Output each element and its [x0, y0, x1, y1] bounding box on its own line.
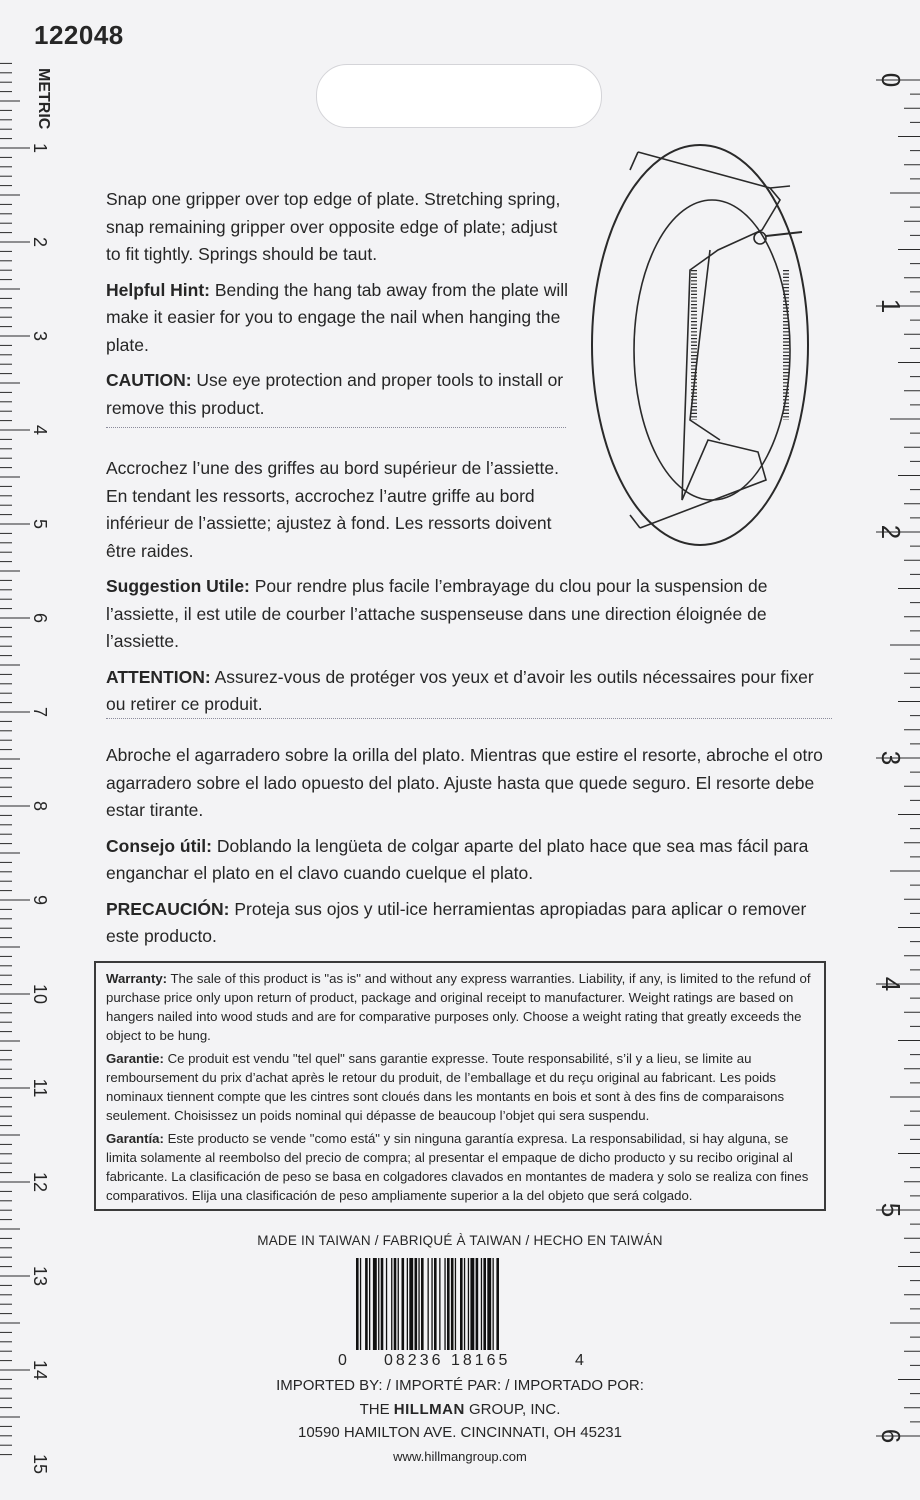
barcode-digit-right: 4 [575, 1352, 584, 1369]
french-instructions [106, 455, 834, 727]
metric-number: 6 [30, 612, 50, 624]
warranty-french [106, 1049, 814, 1125]
barcode-bar [493, 1258, 494, 1350]
warranty-english [106, 969, 814, 1045]
barcode-bar [434, 1258, 437, 1350]
barcode-bar [394, 1258, 397, 1350]
metric-number: 7 [30, 706, 50, 718]
barcode-bar [451, 1258, 454, 1350]
inch-number: 2 [876, 524, 906, 540]
spanish-caution-text: Proteja sus ojos y util-ice herramientas apropiadas para aplicar o remover este producto. [106, 898, 807, 946]
company-prefix: THE [359, 1401, 394, 1418]
sku-number: 122048 [34, 20, 124, 50]
spanish-instructions [106, 742, 834, 959]
inch-number: 0 [876, 72, 906, 88]
warranty-english-text: The sale of this product is "as is" and without any express warranties. Liability, if any, is limited to the refund of purchase price only upon return of product, package and original receipt to manufacturer. Weight ratings are based on hangers nailed into wood studs and are for comparative purposes only. Choose a weight rating that greatly exceeds the object to be hung. [106, 971, 811, 1043]
english-hint-label: Helpful Hint: [106, 279, 211, 300]
french-caution-text: Assurez-vous de protéger vos yeux et d’avoir les outils nécessaires pour fixer ou retirer ce produit. [106, 666, 814, 714]
barcode-bar [468, 1258, 469, 1350]
spanish-steps: Abroche el agarradero sobre la orilla del plato. Mientras que estire el resorte, abroche el otro agarradero sobre el lado opuesto del plato. Ajuste hasta que quede seguro. El resorte debe estar tirante. [106, 745, 823, 820]
warranty-english-label: Warranty: [106, 971, 168, 986]
company-suffix: GROUP, INC. [464, 1401, 561, 1418]
metric-number: 1 [30, 142, 50, 154]
barcode-bar [496, 1258, 499, 1350]
inch-number: 6 [876, 1428, 906, 1444]
barcode-bar [356, 1258, 359, 1350]
warranty-box [94, 961, 826, 1211]
barcode-bar [487, 1258, 491, 1350]
company-brand: HILLMAN [393, 1401, 465, 1418]
barcode-bar [444, 1258, 445, 1350]
inch-number: 3 [876, 750, 906, 766]
english-hint [106, 277, 576, 360]
metric-number: 4 [30, 424, 50, 436]
metric-number: 12 [30, 1171, 50, 1193]
barcode-digits: 08236 18165 [384, 1352, 511, 1369]
separator-2 [106, 718, 832, 719]
spanish-caution [106, 896, 834, 951]
barcode-bar [418, 1258, 419, 1350]
french-caution-label: ATTENTION: [106, 666, 211, 687]
barcode-bar [455, 1258, 456, 1350]
english-caution-label: CAUTION: [106, 370, 192, 390]
french-steps: Accrochez l’une des griffes au bord supérieur de l’assiette. En tendant les ressorts, accrochez l’autre griffe au bord inférieur de l’assiette; ajustez à fond. Les ressorts doivent être raides. [106, 458, 559, 561]
barcode-bar [431, 1258, 432, 1350]
barcode-bar [481, 1258, 482, 1350]
inch-number: 5 [876, 1202, 906, 1218]
english-caution [106, 367, 576, 422]
metric-number: 9 [30, 894, 50, 906]
french-caution [106, 664, 834, 719]
metric-number: 5 [30, 518, 50, 530]
warranty-spanish [106, 1129, 814, 1205]
barcode-bar [409, 1258, 413, 1350]
barcode-bar [373, 1258, 377, 1350]
barcode-bar [365, 1258, 368, 1350]
metric-number: 8 [30, 800, 50, 812]
french-hint-text: Pour rendre plus facile l’embrayage du clou pour la suspension de l’assiette, il est utile de courber l’attache suspenseuse dans une direction éloignée de l’assiette. [106, 576, 768, 651]
barcode-bar [447, 1258, 450, 1350]
barcode-bar [415, 1258, 418, 1350]
barcode-bar [398, 1258, 399, 1350]
barcode-bar [464, 1258, 465, 1350]
made-in-label: MADE IN TAIWAN / FABRIQUÉ À TAIWAN / HECHO EN TAIWÁN [257, 1233, 663, 1248]
barcode-bar [369, 1258, 370, 1350]
barcode-bar [470, 1258, 474, 1350]
barcode-bar [386, 1258, 387, 1350]
inch-ruler [860, 60, 920, 1500]
barcode-bar [421, 1258, 424, 1350]
spanish-hint-label: Consejo útil: [106, 835, 212, 856]
barcode-bar [391, 1258, 392, 1350]
barcode-bar [476, 1258, 479, 1350]
metric-number: 10 [30, 983, 50, 1005]
separator-1 [106, 427, 566, 428]
english-instructions [106, 186, 576, 430]
barcode-bar [360, 1258, 361, 1350]
metric-ruler [0, 60, 60, 1500]
barcode [356, 1258, 566, 1358]
metric-number: 2 [30, 236, 50, 248]
spanish-hint [106, 833, 834, 888]
warranty-spanish-text: Este producto se vende "como está" y sin ninguna garantía expresa. La responsabilidad, si hay alguna, se limita solamente al reembolso del precio de compra; al presentar el empaque de dicho producto y su recibo original al fabricante. La clasificación de peso se basa en colgadores clavados en montantes de madera y solo se realiza con fines comparativos. Elija una clasificación de peso ampliamente superior a la del objeto que será colgado. [106, 1131, 809, 1203]
barcode-bar [402, 1258, 405, 1350]
barcode-bar [483, 1258, 486, 1350]
inch-number: 4 [876, 976, 906, 992]
metric-number: 13 [30, 1265, 50, 1287]
inch-number: 1 [876, 298, 906, 314]
warranty-spanish-label: Garantía: [106, 1131, 164, 1146]
barcode-bar [381, 1258, 384, 1350]
english-caution-text: Use eye protection and proper tools to install or remove this product. [106, 370, 564, 418]
imported-by-label: IMPORTED BY: / IMPORTÉ PAR: / IMPORTADO POR: [276, 1377, 644, 1394]
english-hint-text: Bending the hang tab away from the plate will make it easier for you to engage the nail when hanging the plate. [106, 279, 569, 355]
warranty-french-text: Ce produit est vendu "tel quel" sans garantie expresse. Toute responsabilité, s’il y a lieu, se limite au remboursement du prix d’achat après le retour du produit, de l’emballage et du reçu original au fabricant. Les poids nominaux tiennent compte que les cintres sont cloués dans les montants en bois et sont à des fins de comparaisons seulement. Choisissez un poids nominal qui dépasse de beaucoup l’objet qui sera suspendu. [106, 1051, 785, 1123]
metric-number: 3 [30, 330, 50, 342]
metric-label: METRIC [35, 68, 52, 130]
barcode-bar [407, 1258, 408, 1350]
barcode-bar [460, 1258, 463, 1350]
nail-shaft [766, 232, 802, 236]
barcode-bar [439, 1258, 440, 1350]
barcode-bar [428, 1258, 429, 1350]
company-website: www.hillmangroup.com [393, 1449, 527, 1464]
barcode-bar [378, 1258, 379, 1350]
barcode-digit-left: 0 [338, 1352, 347, 1369]
french-hint [106, 573, 834, 656]
metric-number: 15 [30, 1453, 50, 1475]
english-steps: Snap one gripper over top edge of plate. Stretching spring, snap remaining gripper over opposite edge of plate; adjust to fit tightly. Springs should be taut. [106, 189, 561, 264]
hang-hole [316, 64, 602, 128]
metric-number: 11 [30, 1078, 50, 1098]
french-hint-label: Suggestion Utile: [106, 576, 250, 596]
warranty-french-label: Garantie: [106, 1051, 164, 1066]
spanish-hint-text: Doblando la lengüeta de colgar aparte del plato hace que sea mas fácil para enganchar el plato en el clavo cuando cuelque el plato. [106, 835, 809, 883]
company-address: 10590 HAMILTON AVE. CINCINNATI, OH 45231 [297, 1424, 622, 1441]
metric-number: 14 [30, 1359, 50, 1381]
spanish-caution-label: PRECAUCIÓN: [106, 898, 230, 919]
company-name [0, 1401, 920, 1418]
